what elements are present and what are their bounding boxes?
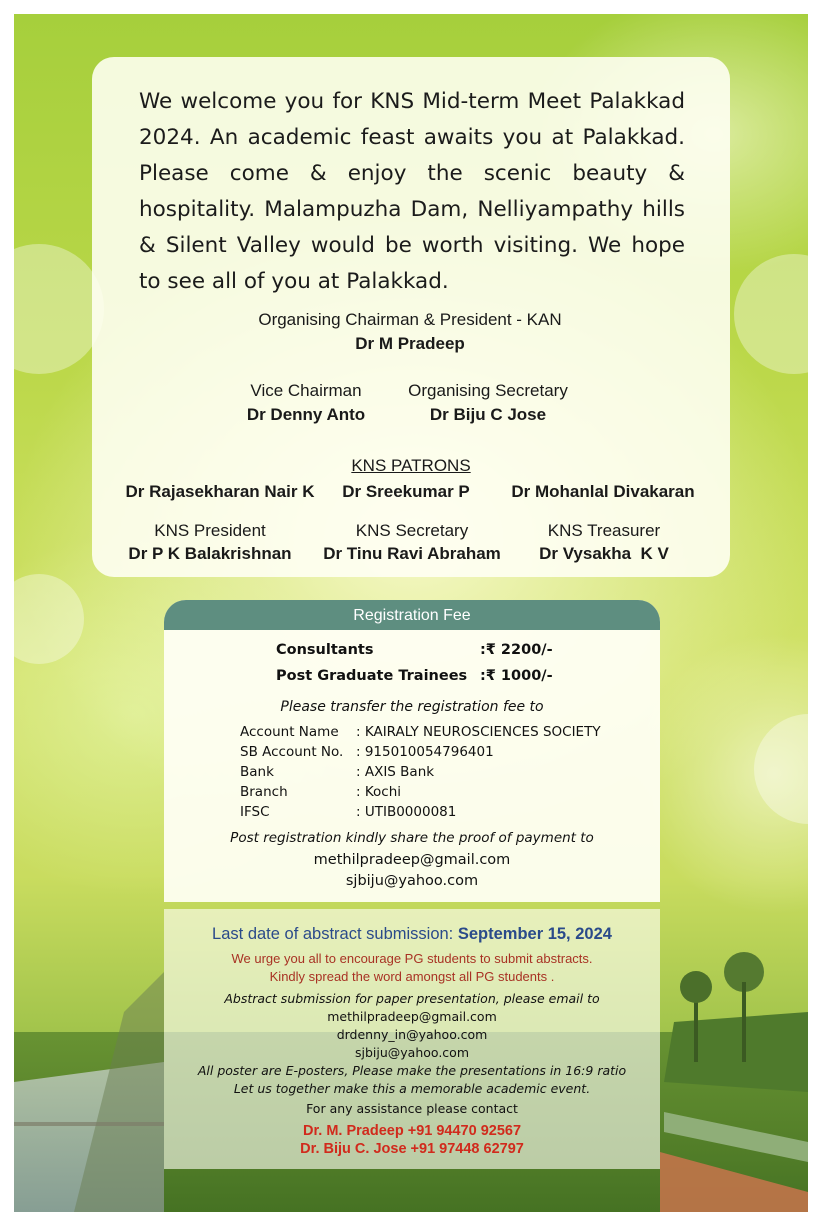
- urge-line: Kindly spread the word amongst all PG students .: [269, 969, 555, 984]
- welcome-message: We welcome you for KNS Mid-term Meet Palakkad 2024. An academic feast awaits you at Palakkad. Please come & enjoy the scenic beauty & hospitality. Malampuzha Dam, Nelliyampathy hills & Silent Valley would be worth visiting. We hope to see all of you at Palakkad.: [139, 89, 685, 294]
- urge-line: We urge you all to encourage PG students to submit abstracts.: [231, 951, 593, 966]
- account-label: SB Account No.: [240, 744, 344, 760]
- proof-email: sjbiju@yahoo.com: [345, 873, 479, 889]
- fee-amount-pg: :₹ 1000/-: [480, 668, 553, 684]
- account-value: : 915010054796401: [356, 744, 494, 760]
- together-note: Let us together make this a memorable academic event.: [233, 1081, 591, 1096]
- account-label: Account Name: [240, 724, 339, 740]
- registration-header: Registration Fee: [164, 600, 660, 630]
- chairman-role: Organising Chairman & President - KAN: [258, 310, 562, 329]
- deadline-label: Last date of abstract submission:: [212, 925, 458, 943]
- fee-label-consultants: Consultants: [276, 642, 374, 658]
- chairman-name: Dr M Pradeep: [355, 334, 465, 353]
- patron-name: Dr Sreekumar P: [342, 482, 470, 501]
- poster-background: [14, 14, 808, 1212]
- abstract-deadline: [164, 925, 660, 944]
- account-value: : UTIB0000081: [356, 804, 457, 820]
- eposter-note: All poster are E-posters, Please make the presentations in 16:9 ratio: [197, 1063, 627, 1078]
- patron-name: Dr Mohanlal Divakaran: [511, 482, 695, 501]
- deadline-date: September 15, 2024: [457, 925, 612, 943]
- account-label: Bank: [240, 764, 274, 780]
- secretary-role: KNS Secretary: [355, 521, 469, 540]
- account-value: : AXIS Bank: [356, 764, 435, 780]
- account-value: : KAIRALY NEUROSCIENCES SOCIETY: [356, 724, 601, 740]
- submission-email: methilpradeep@gmail.com: [327, 1009, 497, 1024]
- fee-amount-consultants: :₹ 2200/-: [480, 642, 553, 658]
- registration-card: [164, 600, 660, 902]
- bokeh-light: [754, 714, 808, 824]
- treasurer-name: Dr Vysakha K V: [539, 544, 669, 563]
- bokeh-light: [734, 254, 808, 374]
- secretary-name: Dr Tinu Ravi Abraham: [323, 544, 501, 563]
- contact-line: Dr. Biju C. Jose +91 97448 62797: [300, 1141, 524, 1157]
- organising-secretary-role: Organising Secretary: [408, 381, 568, 400]
- vice-chairman-role: Vice Chairman: [250, 381, 362, 400]
- proof-email: methilpradeep@gmail.com: [313, 852, 511, 868]
- bokeh-light: [14, 244, 104, 374]
- submission-email: sjbiju@yahoo.com: [354, 1045, 469, 1060]
- treasurer-role: KNS Treasurer: [547, 521, 661, 540]
- submission-email: drdenny_in@yahoo.com: [336, 1027, 488, 1042]
- patrons-title: KNS PATRONS: [351, 456, 471, 475]
- submission-note: Abstract submission for paper presentation, please email to: [224, 991, 600, 1006]
- president-role: KNS President: [154, 521, 266, 540]
- proof-note: Post registration kindly share the proof of payment to: [230, 830, 594, 846]
- assistance-note: For any assistance please contact: [306, 1101, 518, 1116]
- patron-name: Dr Rajasekharan Nair K: [125, 482, 315, 501]
- account-value: : Kochi: [356, 784, 402, 800]
- president-name: Dr P K Balakrishnan: [128, 544, 292, 563]
- bokeh-light: [14, 574, 84, 664]
- transfer-note: Please transfer the registration fee to: [280, 699, 544, 715]
- abstract-panel: [164, 909, 660, 1169]
- organising-secretary-name: Dr Biju C Jose: [429, 405, 547, 424]
- account-label: Branch: [240, 784, 288, 800]
- fee-label-pg: Post Graduate Trainees: [276, 668, 468, 684]
- account-label: IFSC: [240, 804, 270, 820]
- contact-line: Dr. M. Pradeep +91 94470 92567: [302, 1123, 522, 1139]
- vice-chairman-name: Dr Denny Anto: [246, 405, 366, 424]
